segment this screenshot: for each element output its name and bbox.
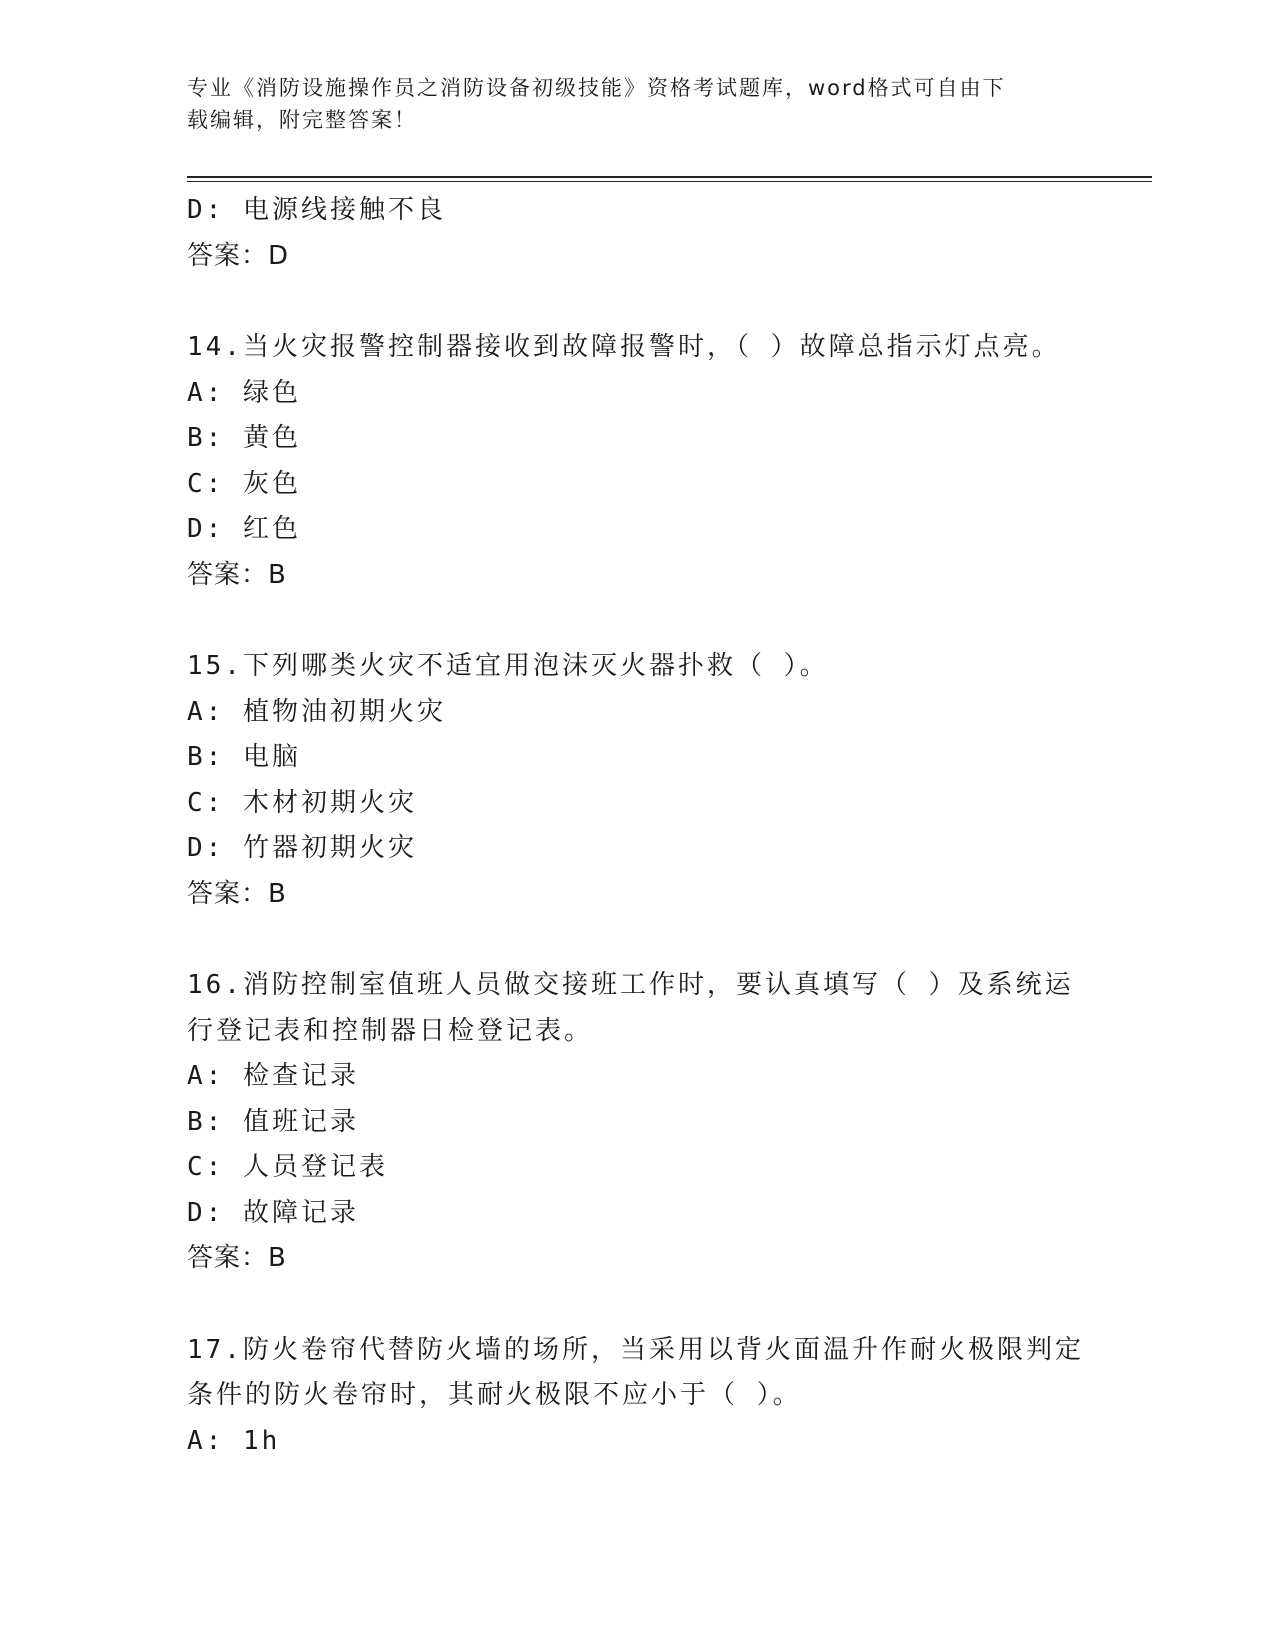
header-divider-thin — [187, 181, 1152, 182]
option-a: A: 检查记录 — [187, 1061, 359, 1091]
question-stem-line-1: 16.消防控制室值班人员做交接班工作时，要认真填写（ ）及系统运 — [187, 970, 1074, 1000]
question-14 — [187, 325, 1087, 598]
option-d: D: 红色 — [187, 514, 301, 544]
option-d: D: 竹器初期火灾 — [187, 833, 417, 863]
option-a: A: 1h — [187, 1425, 281, 1456]
question-stem: 15.下列哪类火灾不适宜用泡沫灭火器扑救（ ）。 — [187, 651, 829, 681]
header-divider-thick — [187, 176, 1152, 178]
question-16 — [187, 963, 1087, 1282]
header-line-2: 载编辑，附完整答案！ — [187, 108, 417, 132]
answer-line: 答案：B — [187, 559, 287, 590]
previous-question-tail — [187, 188, 1087, 279]
answer-line: 答案：B — [187, 878, 287, 909]
option-b: B: 电脑 — [187, 742, 301, 772]
question-15 — [187, 644, 1087, 917]
option-b: B: 值班记录 — [187, 1106, 359, 1137]
page-header — [187, 72, 1067, 136]
option-c: C: 灰色 — [187, 468, 301, 499]
header-line-1: 专业《消防设施操作员之消防设备初级技能》资格考试题库，word格式可自由下 — [187, 76, 1006, 100]
answer-line: 答案：D — [187, 240, 290, 271]
question-17 — [187, 1328, 1087, 1465]
option-d: D: 电源线接触不良 — [187, 195, 446, 225]
option-c: C: 木材初期火灾 — [187, 787, 417, 818]
option-b: B: 黄色 — [187, 423, 301, 453]
option-a: A: 绿色 — [187, 377, 301, 408]
option-a: A: 植物油初期火灾 — [187, 696, 446, 727]
question-stem: 14.当火灾报警控制器接收到故障报警时，（ ）故障总指示灯点亮。 — [187, 332, 1061, 362]
question-list — [187, 188, 1087, 1464]
question-stem-line-2: 行登记表和控制器日检登记表。 — [187, 1015, 594, 1046]
answer-line: 答案：B — [187, 1243, 287, 1273]
question-stem-line-2: 条件的防火卷帘时，其耐火极限不应小于（ ）。 — [187, 1380, 802, 1410]
option-d: D: 故障记录 — [187, 1197, 359, 1228]
question-stem-line-1: 17.防火卷帘代替防火墙的场所，当采用以背火面温升作耐火极限判定 — [187, 1334, 1084, 1365]
option-c: C: 人员登记表 — [187, 1152, 388, 1182]
